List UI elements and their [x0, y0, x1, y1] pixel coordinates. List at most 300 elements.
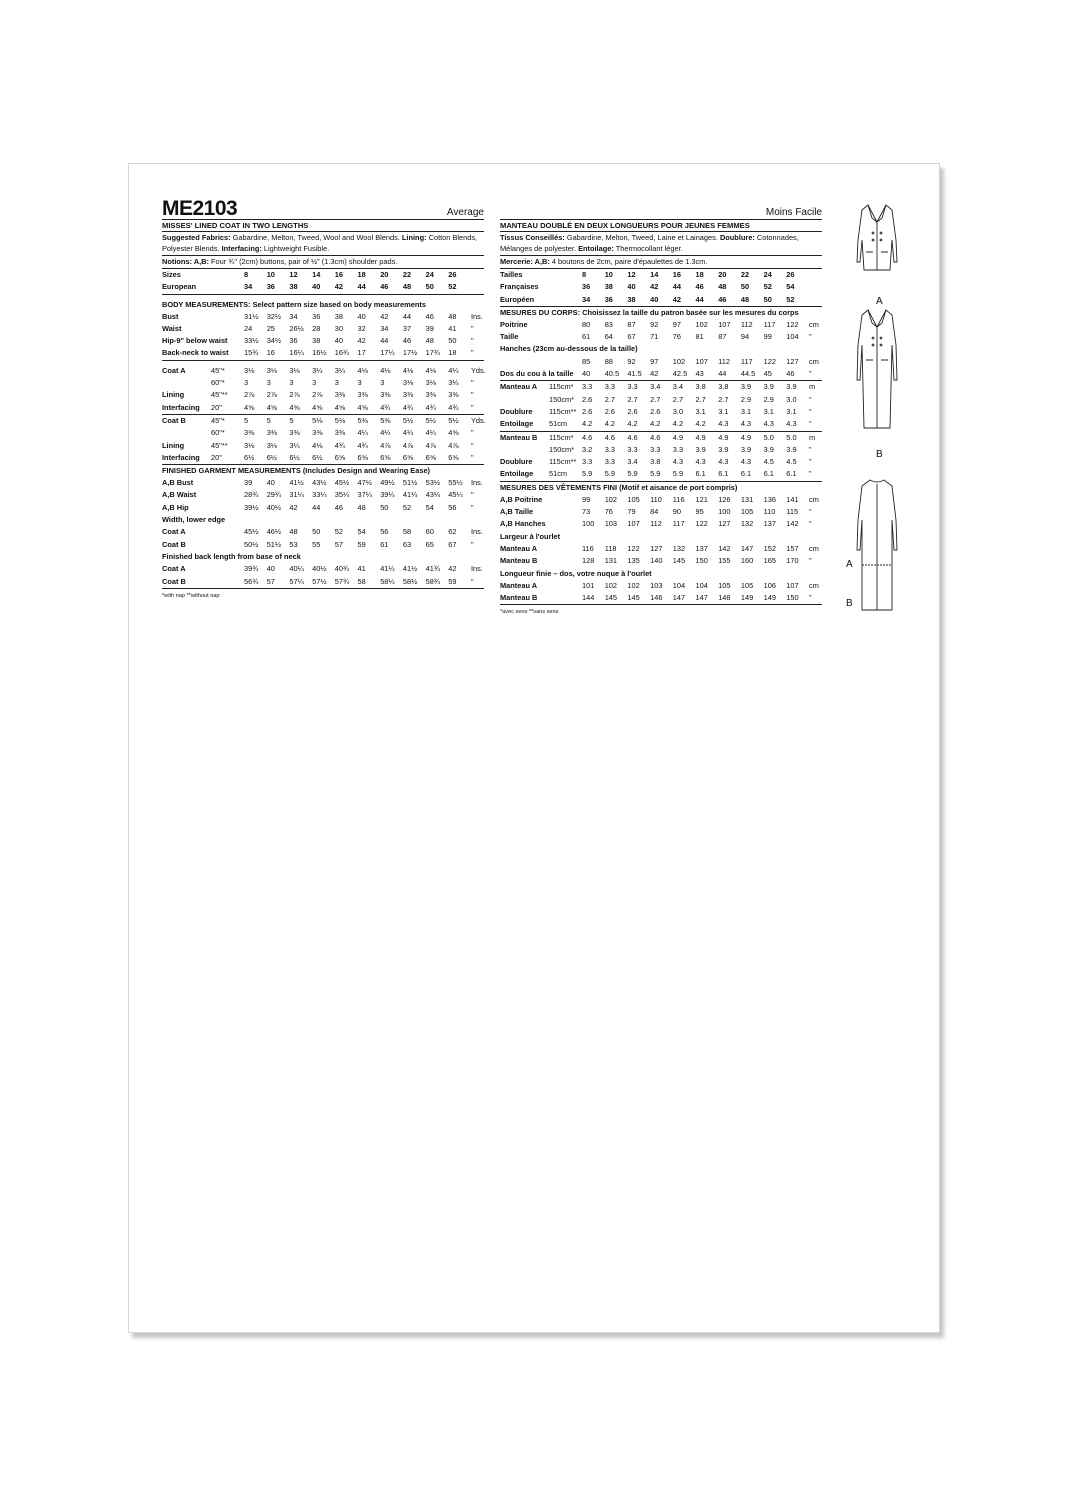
table-cell: 4.3 — [763, 419, 774, 429]
table-cell: 40.5 — [604, 369, 620, 379]
table-cell: 53 — [289, 539, 298, 549]
table-cell: 3.4 — [627, 457, 638, 467]
table-cell: 41 — [448, 323, 457, 333]
finished-measurement-row — [500, 518, 822, 530]
table-cell: 150 — [695, 556, 708, 566]
finished-measurement-row — [162, 551, 484, 563]
fabric-width: 45"** — [211, 440, 228, 450]
table-cell: 2.6 — [627, 406, 638, 416]
fabrics-label: Suggested Fabrics: — [162, 233, 231, 242]
table-cell: 3⅜ — [448, 390, 459, 400]
table-cell: 4.2 — [672, 419, 684, 429]
table-cell: 97 — [672, 319, 682, 329]
table-cell: 117 — [740, 356, 753, 366]
size-cell: 40 — [650, 294, 659, 304]
table-cell: 3.3 — [582, 457, 593, 467]
table-cell: 40 — [357, 311, 366, 321]
table-cell: 6.1 — [740, 469, 752, 479]
table-cell: 3.3 — [604, 444, 615, 454]
table-cell: 3⅛ — [266, 365, 277, 375]
table-cell: 148 — [718, 593, 731, 603]
table-cell: 40 — [334, 336, 344, 346]
coat-back-icon — [857, 480, 897, 610]
table-cell: 31½ — [244, 311, 259, 321]
table-cell: 3.4 — [672, 382, 684, 392]
table-cell: 3⅜ — [334, 390, 346, 400]
table-cell: 37¼ — [357, 490, 372, 500]
table-cell: 4.3 — [718, 457, 729, 467]
unit: " — [809, 469, 812, 479]
table-cell: 103 — [650, 580, 663, 590]
back-length-b-label: B — [846, 598, 853, 609]
table-cell: 28 — [312, 323, 321, 333]
table-cell: 16 — [266, 348, 275, 358]
yardage-row — [500, 418, 822, 431]
table-cell: 97 — [650, 356, 659, 366]
table-cell: 50 — [380, 502, 389, 512]
interfacing-label: Entoilage: — [578, 243, 614, 253]
body-measurement-row — [162, 323, 484, 335]
table-cell: 54 — [357, 527, 366, 537]
notions — [162, 256, 484, 269]
table-cell: 3.9 — [740, 382, 752, 392]
table-cell: 105 — [740, 580, 754, 590]
size-cell: 36 — [266, 282, 275, 292]
table-cell: 137 — [763, 519, 776, 529]
table-cell: 57¾ — [334, 576, 350, 586]
table-cell: 105 — [627, 494, 640, 504]
table-cell: 46 — [786, 369, 795, 379]
table-cell: 46½ — [266, 527, 282, 537]
fabric-width: 45"* — [211, 415, 225, 425]
table-cell: 32 — [357, 323, 366, 333]
table-cell: 2.7 — [672, 394, 684, 404]
finished-measurement-row — [162, 526, 484, 538]
table-cell: 45 — [763, 369, 772, 379]
table-cell: 157 — [786, 543, 799, 553]
table-cell: 4.2 — [604, 419, 615, 429]
size-cell: 54 — [786, 282, 795, 292]
table-cell: 67 — [627, 332, 636, 342]
table-cell: 47½ — [357, 478, 372, 488]
table-cell: 95 — [695, 507, 704, 517]
table-cell: 43 — [695, 369, 704, 379]
unit: " — [471, 440, 474, 450]
table-cell: 58¼ — [380, 576, 395, 586]
table-cell: 92 — [650, 319, 659, 329]
table-cell: 3.1 — [740, 406, 752, 416]
table-cell: 131 — [604, 556, 618, 566]
pattern-number: ME2103 — [162, 197, 238, 220]
table-cell: 140 — [650, 556, 663, 566]
table-cell: 141 — [786, 494, 799, 504]
yardage-row — [500, 432, 822, 444]
table-cell: 3.9 — [718, 444, 729, 454]
table-cell: 51½ — [402, 478, 418, 488]
table-cell: 42 — [380, 311, 389, 321]
table-cell: 17 — [357, 348, 366, 358]
table-cell: 155 — [718, 556, 731, 566]
table-cell: 26½ — [289, 323, 304, 333]
table-cell: 3.1 — [763, 406, 774, 416]
row-label: Taille — [500, 332, 519, 342]
table-cell: 73 — [582, 507, 591, 517]
unit: Ins. — [471, 564, 483, 574]
fabric-width: 60"* — [211, 428, 225, 438]
unit: " — [809, 507, 812, 517]
french-tables — [500, 269, 822, 605]
row-label: A,B Hip — [162, 502, 189, 512]
size-cell: 52 — [763, 282, 772, 292]
table-cell: 3⅜ — [402, 390, 414, 400]
table-cell: 149 — [763, 593, 776, 603]
row-label: Dos du cou à la taille — [500, 369, 574, 379]
row-label: Doublure — [500, 406, 533, 416]
body-measurement-row — [500, 319, 822, 331]
row-label: Back-neck to waist — [162, 348, 229, 358]
table-cell: 42 — [289, 502, 298, 512]
table-cell: 52 — [402, 502, 412, 512]
table-cell: 40 — [266, 564, 275, 574]
table-cell: 103 — [604, 519, 618, 529]
row-label: Entoilage — [500, 419, 534, 429]
interfacing-label: Interfacing: — [221, 243, 262, 253]
table-cell: 4¾ — [402, 402, 414, 412]
table-cell: 6½ — [289, 452, 300, 462]
table-cell: 40½ — [266, 502, 282, 512]
table-cell: 6.1 — [695, 469, 706, 479]
table-cell: 52 — [334, 527, 344, 537]
table-cell: 132 — [672, 543, 686, 553]
table-cell: 4⅛ — [380, 365, 391, 375]
table-cell: 2.7 — [650, 394, 661, 404]
table-cell: 6.1 — [763, 469, 774, 479]
table-cell: 2⅞ — [289, 390, 300, 400]
table-cell: 116 — [672, 494, 685, 504]
finished-measurement-row — [162, 502, 484, 514]
unit: m — [809, 382, 816, 392]
yardage-row — [162, 365, 484, 377]
row-label: Manteau A — [500, 543, 538, 553]
table-cell: 4⅝ — [334, 402, 346, 412]
table-cell: 3.3 — [604, 457, 615, 467]
table-cell: 2.7 — [695, 394, 706, 404]
table-cell: 62 — [448, 527, 457, 537]
table-cell: 4⅛ — [402, 365, 414, 375]
finished-measurement-row — [500, 555, 822, 567]
table-cell: 3⅛ — [244, 365, 255, 375]
size-cell: 18 — [695, 270, 704, 279]
table-cell: 55 — [312, 539, 321, 549]
table-cell: 50½ — [244, 539, 259, 549]
table-cell: 44 — [718, 369, 727, 379]
table-cell: 107 — [627, 519, 640, 529]
size-cell: 46 — [695, 282, 704, 292]
table-cell: 4.9 — [718, 432, 729, 442]
lining-label: Lining: — [401, 233, 427, 242]
table-cell: 6⅝ — [448, 452, 459, 462]
table-cell: 137 — [695, 543, 708, 553]
table-cell: 99 — [582, 494, 591, 504]
suggested-fabrics — [162, 232, 484, 256]
table-cell: 41.5 — [627, 369, 642, 379]
table-cell: 4.3 — [740, 457, 752, 467]
unit: cm — [809, 319, 819, 329]
header — [500, 194, 822, 220]
unit: " — [809, 332, 812, 342]
size-cell: 44 — [357, 282, 366, 292]
table-cell: 2.7 — [627, 394, 638, 404]
table-cell: 3.3 — [582, 382, 593, 392]
size-cell: 52 — [786, 294, 795, 304]
pattern-title: MISSES' LINED COAT IN TWO LENGTHS — [162, 220, 484, 232]
row-label: A,B Waist — [162, 490, 197, 500]
table-cell: 142 — [786, 519, 799, 529]
table-cell: 5.9 — [627, 469, 638, 479]
table-cell: 116 — [582, 543, 594, 553]
row-label: Hanches (23cm au-dessous de la taille) — [500, 344, 638, 354]
table-cell: 25 — [266, 323, 275, 333]
unit: " — [809, 406, 812, 416]
table-cell: 2.6 — [582, 406, 593, 416]
table-cell: 6⅝ — [425, 452, 436, 462]
unit: " — [809, 419, 812, 429]
table-cell: 34 — [380, 323, 389, 333]
table-cell: 71 — [650, 332, 659, 342]
size-cell: 42 — [650, 282, 659, 292]
table-cell: 16½ — [312, 348, 327, 358]
table-cell: 127 — [786, 356, 799, 366]
table-cell: 4⅝ — [289, 402, 300, 412]
yardage-row — [162, 389, 484, 401]
table-cell: 46 — [334, 502, 344, 512]
table-cell: 170 — [786, 556, 799, 566]
table-cell: 56 — [380, 527, 389, 537]
table-cell: 3.9 — [695, 444, 706, 454]
table-cell: 90 — [672, 507, 682, 517]
table-cell: 4¼ — [380, 428, 391, 438]
table-cell: 36 — [289, 336, 298, 346]
table-cell: 43½ — [312, 478, 327, 488]
unit: " — [471, 323, 474, 333]
yardage-row — [162, 415, 484, 427]
table-cell: 127 — [650, 543, 663, 553]
fabric-width: 20" — [211, 452, 222, 462]
table-cell: 105 — [718, 580, 731, 590]
yardage-row — [162, 440, 484, 452]
table-cell: 2.6 — [604, 406, 615, 416]
size-cell: 42 — [672, 294, 682, 304]
table-cell: 3 — [244, 378, 249, 388]
table-cell: 115 — [786, 507, 799, 517]
table-cell: 4.6 — [604, 432, 615, 442]
table-cell: 4⅛ — [425, 365, 436, 375]
table-cell: 122 — [695, 519, 708, 529]
table-cell: 54 — [425, 502, 434, 512]
table-cell: 3⅜ — [334, 428, 346, 438]
table-cell: 92 — [627, 356, 636, 366]
table-cell: 3⅛ — [266, 440, 277, 450]
row-label: Coat B — [162, 539, 186, 549]
table-cell: 24 — [244, 323, 253, 333]
table-cell: 4.9 — [672, 432, 684, 442]
body-measurement-row — [500, 331, 822, 343]
table-cell: 64 — [604, 332, 613, 342]
row-label: Sizes — [162, 270, 181, 279]
table-cell: 3.4 — [650, 382, 661, 392]
table-cell: 3.0 — [672, 406, 684, 416]
notions-label: Mercerie: A,B: — [500, 257, 550, 266]
finished-measurement-row — [162, 563, 484, 575]
yardage-row — [162, 427, 484, 439]
table-cell: 4.6 — [650, 432, 661, 442]
table-cell: 5½ — [402, 415, 414, 425]
table-cell: 5 — [244, 415, 249, 425]
table-cell: 146 — [650, 593, 663, 603]
table-cell: 3⅛ — [289, 365, 300, 375]
table-cell: 3.9 — [763, 444, 774, 454]
row-label: Coat A — [162, 365, 186, 375]
table-cell: 142 — [718, 543, 731, 553]
table-cell: 58½ — [402, 576, 418, 586]
table-cell: 3.3 — [650, 444, 661, 454]
row-label: Entoilage — [500, 469, 534, 479]
size-cell: 38 — [604, 282, 613, 292]
table-cell: 147 — [740, 543, 754, 553]
lining-text: Cotonnades, Mélanges de polyester. — [500, 233, 799, 253]
table-cell: 63 — [402, 539, 412, 549]
row-label: Manteau B — [500, 432, 538, 442]
table-cell: 4.2 — [650, 419, 661, 429]
table-cell: 4.9 — [740, 432, 752, 442]
unit: Ins. — [471, 311, 483, 321]
table-cell: 88 — [604, 356, 613, 366]
table-cell: 40½ — [312, 564, 327, 574]
table-cell: 49½ — [380, 478, 395, 488]
unit: " — [471, 348, 474, 358]
table-cell: 40 — [266, 478, 275, 488]
coat-b-front-icon — [857, 310, 897, 428]
row-label: Coat A — [162, 527, 186, 537]
table-cell: 4.3 — [786, 419, 797, 429]
body-measurements-heading: BODY MEASUREMENTS: Select pattern size based on body measurements — [162, 299, 426, 309]
table-cell: 3.9 — [763, 382, 774, 392]
table-cell: 44 — [312, 502, 321, 512]
finished-measurement-row — [500, 506, 822, 518]
table-cell: 37 — [402, 323, 412, 333]
size-cell: 20 — [380, 270, 389, 279]
table-cell: 35¼ — [334, 490, 350, 500]
unit: " — [471, 402, 474, 412]
table-cell: 76 — [672, 332, 682, 342]
table-cell: 3⅛ — [244, 440, 255, 450]
lining-label: Doublure: — [719, 233, 755, 242]
row-label: European — [162, 282, 197, 292]
view-b-label: B — [876, 449, 883, 460]
table-cell: 87 — [627, 319, 636, 329]
row-label: Coat A — [162, 564, 186, 574]
table-cell: 40¾ — [334, 564, 350, 574]
table-cell: 106 — [763, 580, 776, 590]
table-cell: 104 — [695, 580, 708, 590]
table-cell: 107 — [718, 319, 731, 329]
table-cell: 3.0 — [786, 394, 797, 404]
table-cell: 3.9 — [786, 382, 797, 392]
table-cell: 3¼ — [312, 365, 323, 375]
table-cell: 3⅜ — [357, 390, 368, 400]
table-cell: 3⅜ — [289, 428, 300, 438]
unit: " — [809, 519, 812, 529]
table-cell: 57½ — [312, 576, 327, 586]
table-cell: 107 — [786, 580, 799, 590]
row-label: Interfacing — [162, 452, 200, 462]
table-cell: 3⅜ — [312, 428, 323, 438]
table-cell: 46 — [402, 336, 412, 346]
table-cell: 4.2 — [627, 419, 638, 429]
footnote: *avec sens **sans sens — [500, 609, 559, 616]
table-cell: 4.5 — [763, 457, 774, 467]
unit: " — [471, 452, 474, 462]
table-cell: 4.2 — [582, 419, 593, 429]
size-cell: 34 — [244, 282, 253, 292]
suggested-fabrics — [500, 232, 822, 256]
size-cell: 50 — [425, 282, 434, 292]
table-cell: 2⅞ — [312, 390, 323, 400]
table-cell: 132 — [740, 519, 754, 529]
table-cell: 2.6 — [582, 394, 593, 404]
table-cell: 165 — [763, 556, 776, 566]
table-cell: 50 — [312, 527, 321, 537]
table-cell: 48 — [357, 502, 366, 512]
table-cell: 16¾ — [334, 348, 350, 358]
table-cell: 42 — [357, 336, 366, 346]
table-cell: 2.9 — [740, 394, 752, 404]
size-cell: 8 — [582, 270, 587, 279]
table-cell: 41¼ — [380, 564, 395, 574]
table-cell: 3.3 — [627, 444, 638, 454]
table-cell: 43¼ — [425, 490, 440, 500]
body-measurement-row — [162, 311, 484, 323]
table-cell: 42 — [448, 564, 457, 574]
table-cell: 5⅛ — [334, 415, 346, 425]
size-cell: 22 — [402, 270, 412, 279]
table-cell: 102 — [627, 580, 640, 590]
table-cell: 99 — [763, 332, 772, 342]
table-cell: 122 — [786, 319, 799, 329]
coat-a-front-icon — [857, 205, 897, 270]
size-cell: 48 — [740, 294, 750, 304]
table-cell: 6½ — [266, 452, 277, 462]
table-cell: 61 — [380, 539, 389, 549]
row-label: Interfacing — [162, 402, 200, 412]
fabric-width: 51cm — [549, 419, 568, 429]
row-label: Coat B — [162, 576, 186, 586]
table-cell: 126 — [718, 494, 731, 504]
table-cell: 145 — [672, 556, 686, 566]
table-cell: 101 — [582, 580, 595, 590]
table-cell: 104 — [786, 332, 799, 342]
table-cell: 39 — [425, 323, 434, 333]
table-cell: 4⅝ — [244, 402, 255, 412]
table-cell: 56 — [448, 502, 457, 512]
table-cell: 4¼ — [425, 428, 436, 438]
table-cell: 81 — [695, 332, 704, 342]
unit: " — [809, 593, 812, 603]
table-cell: 117 — [763, 319, 776, 329]
table-cell: 102 — [695, 319, 708, 329]
notions-text: 4 boutons de 2cm, paire d'épaulettes de 1.3cm. — [549, 257, 708, 266]
fabric-width: 115cm* — [549, 432, 574, 442]
